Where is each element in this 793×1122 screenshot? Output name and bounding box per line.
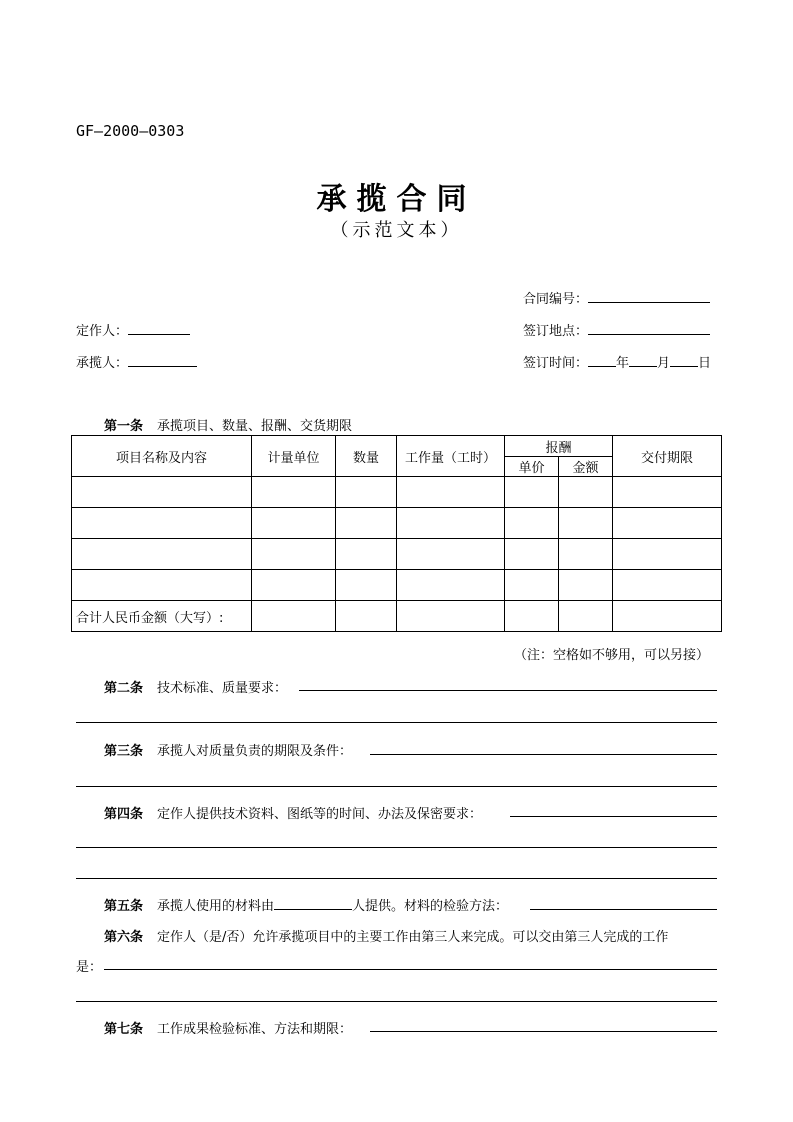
owner-field [76, 320, 190, 339]
items-table [71, 435, 722, 632]
contractor-blank[interactable] [128, 352, 197, 367]
sign-place-blank[interactable] [588, 320, 710, 335]
table-cell[interactable] [559, 570, 613, 601]
total-row [72, 601, 722, 632]
table-cell[interactable] [336, 508, 397, 539]
header-workload: 工作量（工时） [397, 436, 505, 477]
document-title: 承揽合同 [316, 182, 477, 217]
header-qty: 数量 [336, 436, 397, 477]
table-cell[interactable] [613, 477, 722, 508]
table-cell[interactable] [252, 539, 336, 570]
table-row [72, 477, 722, 508]
table-cell[interactable] [505, 508, 559, 539]
month-label: 月 [657, 356, 671, 371]
table-cell[interactable] [505, 539, 559, 570]
header-deadline: 交付期限 [613, 436, 722, 477]
article-4 [104, 803, 482, 822]
contract-number-field [523, 288, 710, 307]
article-7-blank[interactable] [370, 1031, 717, 1032]
article-6-text: 定作人（是/否）允许承揽项目中的主要工作由第三人来完成。可以交由第三人完成的工作 [157, 930, 669, 945]
contract-number-label: 合同编号： [523, 292, 589, 307]
contractor-label: 承揽人： [76, 356, 129, 371]
article-4-blank[interactable] [510, 816, 717, 817]
sign-time-field [523, 352, 711, 371]
document-code: GF—2000—0303 [76, 122, 185, 140]
article-5-number: 第五条 [104, 899, 144, 914]
table-cell[interactable] [397, 570, 505, 601]
contract-number-blank[interactable] [588, 288, 710, 303]
header-item: 项目名称及内容 [72, 436, 252, 477]
table-cell[interactable] [505, 477, 559, 508]
table-cell[interactable] [336, 477, 397, 508]
article-5 [104, 895, 508, 914]
table-cell[interactable] [252, 570, 336, 601]
article-3-number: 第三条 [104, 744, 144, 759]
day-label: 日 [698, 356, 712, 371]
sign-place-label: 签订地点： [523, 324, 589, 339]
year-label: 年 [616, 356, 630, 371]
article-6-number: 第六条 [104, 930, 144, 945]
article-6-continuation: 是： [76, 960, 103, 975]
article-2-blank[interactable] [299, 690, 717, 691]
article-2 [104, 677, 287, 696]
document-subtitle: （示范文本） [330, 220, 463, 241]
sign-place-field [523, 320, 710, 339]
table-cell[interactable] [397, 539, 505, 570]
table-row [72, 570, 722, 601]
table-cell[interactable] [252, 477, 336, 508]
table-cell[interactable] [613, 601, 722, 632]
table-cell[interactable] [72, 508, 252, 539]
table-cell[interactable] [252, 601, 336, 632]
article-1-text: 承揽项目、数量、报酬、交货期限 [157, 419, 353, 434]
article-5-text-1: 承揽人使用的材料由 [157, 899, 275, 914]
month-blank[interactable] [629, 352, 657, 367]
article-4-text: 定作人提供技术资料、图纸等的时间、办法及保密要求： [157, 807, 483, 822]
day-blank[interactable] [670, 352, 698, 367]
article-7-number: 第七条 [104, 1022, 144, 1037]
table-cell[interactable] [72, 477, 252, 508]
owner-label: 定作人： [76, 324, 129, 339]
table-cell[interactable] [505, 570, 559, 601]
article-4-blank-line[interactable] [76, 878, 717, 879]
header-unit-price: 单价 [505, 457, 559, 477]
table-cell[interactable] [72, 539, 252, 570]
table-cell[interactable] [336, 570, 397, 601]
article-1 [104, 415, 352, 434]
total-label: 合计人民币金额（大写）: [72, 601, 252, 632]
header-amount: 金额 [559, 457, 613, 477]
article-3-text: 承揽人对质量负责的期限及条件： [157, 744, 353, 759]
table-row [72, 508, 722, 539]
table-cell[interactable] [613, 508, 722, 539]
article-5-text-2: 人提供。材料的检验方法： [352, 899, 509, 914]
table-cell[interactable] [397, 508, 505, 539]
article-7 [104, 1018, 352, 1037]
table-cell[interactable] [336, 601, 397, 632]
contractor-field [76, 352, 197, 371]
table-cell[interactable] [559, 539, 613, 570]
owner-blank[interactable] [128, 320, 190, 335]
article-3 [104, 740, 352, 759]
table-cell[interactable] [336, 539, 397, 570]
table-cell[interactable] [72, 570, 252, 601]
article-4-number: 第四条 [104, 807, 144, 822]
header-pay: 报酬 [505, 436, 613, 457]
article-6-blank-line[interactable] [76, 1001, 717, 1002]
table-cell[interactable] [613, 570, 722, 601]
article-5-blank[interactable] [530, 909, 717, 910]
year-blank[interactable] [588, 352, 616, 367]
article-7-text: 工作成果检验标准、方法和期限： [157, 1022, 353, 1037]
article-3-blank-line[interactable] [76, 786, 717, 787]
material-provider-blank[interactable] [274, 895, 352, 910]
table-cell[interactable] [559, 601, 613, 632]
table-cell[interactable] [559, 508, 613, 539]
sign-time-label: 签订时间： [523, 356, 589, 371]
table-cell[interactable] [397, 477, 505, 508]
article-2-number: 第二条 [104, 681, 144, 696]
table-cell[interactable] [397, 601, 505, 632]
table-cell[interactable] [613, 539, 722, 570]
article-4-blank-line[interactable] [76, 847, 717, 848]
table-row [72, 539, 722, 570]
article-6-blank[interactable] [104, 969, 717, 970]
article-2-blank-line[interactable] [76, 722, 717, 723]
table-cell[interactable] [505, 601, 559, 632]
table-note: （注：空格如不够用，可以另接） [513, 648, 709, 663]
article-6 [104, 926, 668, 945]
article-3-blank[interactable] [370, 754, 717, 755]
article-2-text: 技术标准、质量要求： [157, 681, 288, 696]
table-cell[interactable] [252, 508, 336, 539]
article-1-number: 第一条 [104, 419, 144, 434]
table-cell[interactable] [559, 477, 613, 508]
header-unit: 计量单位 [252, 436, 336, 477]
